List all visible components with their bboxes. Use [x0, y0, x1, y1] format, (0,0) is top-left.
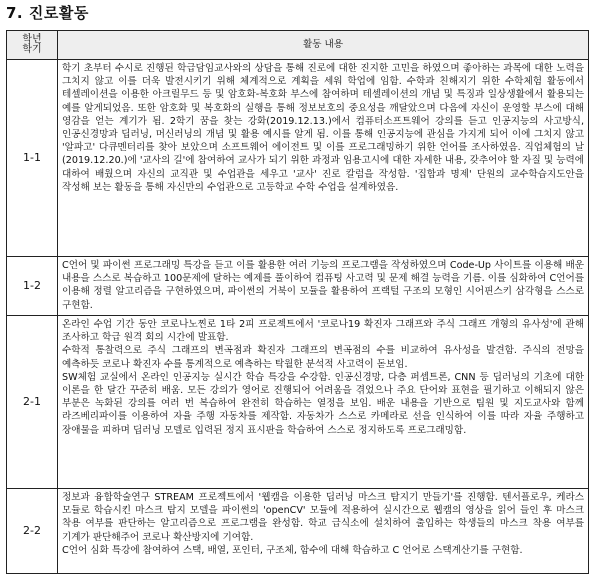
term-column-header: [7, 31, 58, 60]
content-column-label: 활동 내용: [302, 39, 344, 51]
term-cell: 1-1: [7, 60, 58, 257]
table-row: [7, 257, 589, 316]
content-cell: [58, 60, 589, 257]
content-cell: [58, 489, 589, 574]
term-column-label: 학년 학기: [22, 33, 42, 55]
content-paragraph: C언어 및 파이썬 프로그래밍 특강을 듣고 이를 활용한 여러 기능의 프로그램을 작성하였으며 Code-Up 사이트를 이용해 배운 내용을 스스로 복습하고 100문제에 달하는 예제를 풀이하여 컴퓨팅 사고력 및 문제 해결 능력을 기름. 이를 심화하여 C언어를 이용해 정렬 알고리즘을 구현하였으며, 파이썬의 거북이 모듈을 활용하여 프랙털 구조의 모형인 시어핀스키 삼각형을 스스로 구현함.: [62, 260, 584, 311]
content-cell: [58, 316, 589, 489]
table-header-row: [7, 31, 589, 60]
content-paragraph: C언어 심화 특강에 참여하여 스택, 배열, 포인터, 구조체, 함수에 대해 학습하고 C 언어로 스택계산기를 구현함.: [62, 544, 523, 556]
table-row: [7, 60, 589, 257]
content-paragraph: SW체험 교실에서 온라인 인공지능 실시간 학습 특강을 수강함. 인공신경망, 다층 퍼셉트론, CNN 등 딥러닝의 기초에 대한 이론을 한 달간 꾸준히 배움. 모든 강의가 영어로 진행되어 어려움을 겪었으나 주요 단어와 표현을 필기하고 이해되지 않은 부분은 녹화된 강의를 여러 번 복습하여 완전히 학습하는 열정을 보임. 배운 내용을 기반으로 팀원 및 지도교사와 함께 라즈베리파이를 이용하여 자율 주행 자동차를 제작함. 자동차가 스스로 카메라로 선을 인식하여 이를 따라 자율 주행하고 장애물을 피하며 딥러닝 모델로 입력된 정지 표시판을 학습하여 스스로 정지하도록 프로그래밍함.: [62, 371, 584, 436]
content-paragraph: 정보과 융합학술연구 STREAM 프로젝트에서 '웹캠을 이용한 딥러닝 마스크 탐지기 만들기'를 진행함. 텐서플로우, 케라스 모듈로 학습시킨 마스크 탐지 모델을 파이썬의 'openCV' 모듈에 적용하여 실시간으로 웹캠의 영상을 읽어 들인 후 마스크 착용 여부를 판단하는 알고리즘으로 프로그램을 완성함. 학교 급식소에 설치하여 출입하는 학생들의 마스크 착용 여부를 기계가 판단해주어 코로나 확산방지에 기여함.: [62, 492, 584, 543]
content-paragraph: 학기 초부터 수시로 진행된 학급담임교사와의 상담을 통해 진로에 대한 진지한 고민을 하였으며 좋아하는 과목에 대한 노력을 그치지 않고 이를 더욱 발전시키기 위해 체계적으로 계획을 세워 학업에 임함. 수학과 친해지기 위한 수학체험 활동에서 테셀레이션을 이용한 아크릴무드 등 및 암호화-복호화 부스에 참여하며 테셀레이션의 개념 및 특징과 일상생활에서 활용되는 예를 알게되었음. 또한 암호화 및 복호화의 실행을 통해 정보보호의 중요성을 깨달았으며 다음에 자신이 운영할 부스에 대해 영감을 얻는 계기가 됨. 2학기 꿈을 찾는 강화(2019.12.13.)에서 컴퓨터소프트웨어 강의를 듣고 인공지능의 사고방식, 인공신경망과 딥러닝, 머신러닝의 개념 및 활용 예시를 알게 됨. 이를 통해 인공지능에 관심을 가지게 되어 이에 그치지 않고 '알파고' 다큐멘터리를 찾아 보았으며 소프트웨어 에이전트 및 이를 프로그래밍하기 위한 언어를 조사하였음. 직업체험의 날(2019.12.20.)에 '교사의 길'에 참여하여 교사가 되기 위한 과정과 임용고시에 대한 자세한 내용, 갖추어야 할 자질 및 능력에 대하여 배웠으며 자신의 교직관 및 수업관을 세우고 '교사' 진로 칼럼을 작성함. '집합과 명제' 단원의 교수학습지도안을 작성해 보는 활동을 통해 자신만의 수업관으로 고등학교 수학 수업을 설계하였음.: [62, 63, 584, 193]
term-cell: 2-1: [7, 316, 58, 489]
content-cell: [58, 257, 589, 316]
activity-table: [6, 30, 589, 574]
table-row: [7, 316, 589, 489]
content-paragraph: 수학적 통찰력으로 주식 그래프의 변곡점과 확진자 그래프의 변곡점의 수를 비교하여 유사성을 발견함. 주식의 전망을 예측하듯 코로나 확진자 수를 통계적으로 예측하는 탁월한 분석적 사고력이 돋보임.: [62, 345, 584, 370]
term-cell: 2-2: [7, 489, 58, 574]
section-title: 7. 진로활동: [6, 4, 89, 22]
content-paragraph: 온라인 수업 기간 동안 코로나노찐로 1타 2피 프로젝트에서 '코로나19 확진자 그래프와 주식 그래프 개형의 유사성'에 관해 조사하고 학급 원격 회의 시간에 발표함.: [62, 319, 584, 344]
table-row: [7, 489, 589, 574]
content-column-header: [58, 31, 589, 60]
term-cell: 1-2: [7, 257, 58, 316]
